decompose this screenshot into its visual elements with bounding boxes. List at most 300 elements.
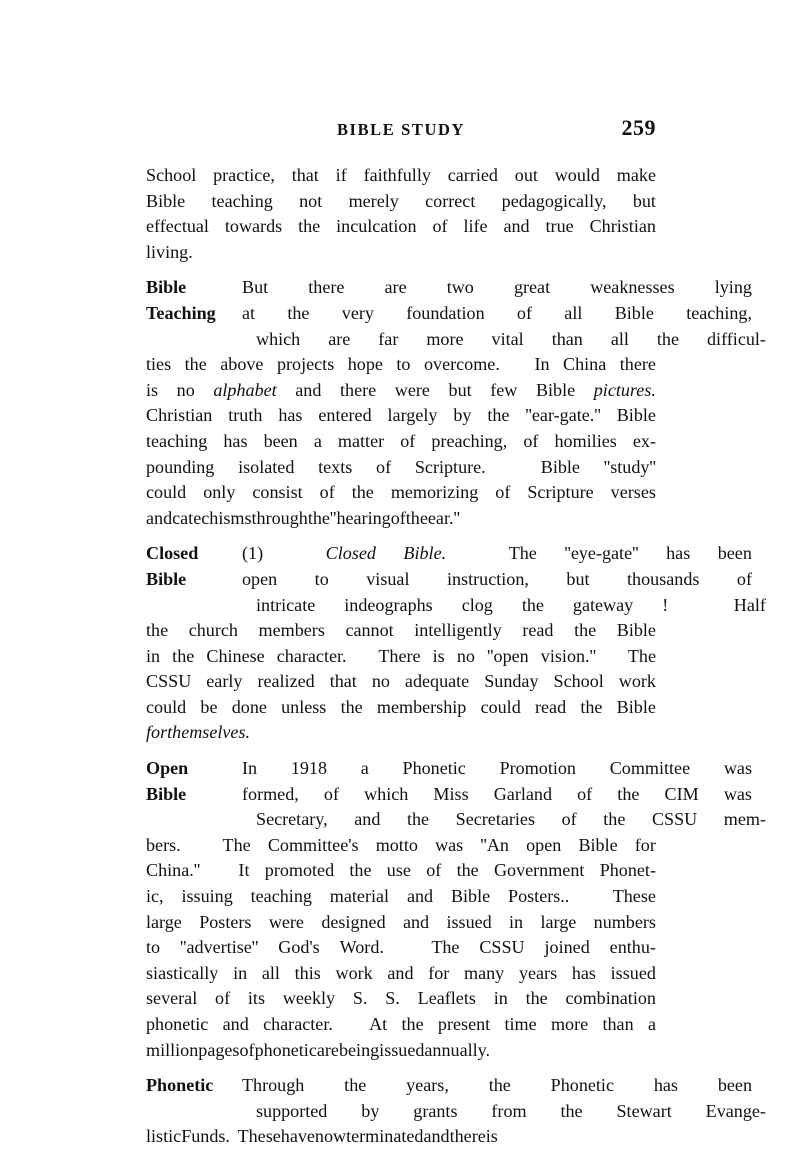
word: all (261, 962, 280, 983)
word: Secretary, (256, 809, 328, 830)
word: cannot (345, 620, 394, 641)
word: that (291, 165, 319, 185)
word: open (526, 834, 562, 855)
word: large (146, 911, 182, 932)
word: thousands (627, 568, 700, 589)
word: largely (387, 405, 438, 426)
sidehead-phonetic (146, 1073, 242, 1099)
word: could (146, 482, 187, 503)
paragraph-bible-teaching (146, 275, 766, 531)
word: no (371, 671, 390, 692)
text-line (146, 935, 656, 961)
word: instruction, (446, 568, 529, 589)
word: CSSU (479, 937, 525, 958)
word: Bible (535, 379, 576, 400)
word: material (329, 886, 390, 907)
word: in (146, 645, 161, 666)
word: listic (146, 1126, 182, 1147)
word: all (610, 328, 629, 349)
word: are (316, 1039, 339, 1060)
word: at (242, 302, 256, 323)
word: Secretaries (455, 809, 536, 830)
word: gateway (572, 594, 634, 615)
word: great (513, 277, 551, 298)
word: hope (347, 354, 383, 375)
word: weaknesses (590, 277, 675, 298)
word: was (723, 783, 752, 804)
word: but (448, 379, 472, 400)
word: of (215, 988, 231, 1009)
word: promoted (264, 860, 335, 881)
word: of (323, 783, 339, 804)
word: Bible (616, 620, 656, 641)
word: overcome. (423, 354, 500, 375)
word: that (329, 671, 357, 692)
word: CIM (664, 783, 699, 804)
word: issued (446, 911, 492, 932)
word: time (504, 1014, 537, 1034)
word: ties (146, 354, 172, 375)
word: ''eye-gate'' (564, 543, 639, 564)
word: the (488, 1075, 511, 1096)
word: S. (352, 988, 368, 1009)
text-line (146, 1099, 766, 1125)
word: Sunday (484, 671, 539, 692)
word: intricate (256, 594, 316, 615)
word: There (378, 645, 421, 666)
word: In (534, 354, 550, 375)
word: to (396, 354, 411, 375)
word: joined (544, 937, 590, 958)
word: lying (714, 277, 752, 298)
word: CSSU (146, 671, 192, 692)
word: by (453, 405, 472, 426)
word: two (446, 277, 474, 298)
word: the (344, 1075, 367, 1096)
word: S. (385, 988, 400, 1009)
word: Christian (589, 216, 656, 237)
word: and (503, 216, 530, 237)
word: and (423, 1126, 450, 1147)
body-text-block (146, 163, 766, 1159)
word: the (184, 354, 207, 375)
word: (1) (242, 543, 264, 564)
word: At (369, 1014, 388, 1034)
word: could (146, 696, 187, 717)
word: for (634, 834, 656, 855)
sentence-space (404, 935, 412, 961)
word: the (351, 482, 374, 503)
word: the (406, 809, 430, 830)
word: ''advertise'' (179, 937, 259, 958)
sidehead-line: Phonetic (146, 1075, 214, 1096)
word: Chinese (206, 645, 265, 666)
word: a (647, 1014, 656, 1034)
text-line (146, 1038, 656, 1064)
word: ''An (480, 834, 509, 855)
word: carried (447, 165, 498, 185)
sidehead-closed-bible (146, 541, 242, 592)
word: intelligently (414, 620, 502, 641)
word: Closed (325, 543, 376, 564)
word: than (551, 328, 583, 349)
text-line (146, 240, 656, 266)
word: Promotion (499, 758, 576, 779)
word: been (717, 1075, 752, 1096)
word: correct (425, 190, 476, 211)
word: work (618, 671, 656, 692)
word: Phonetic (550, 1075, 614, 1096)
word: have (280, 1126, 315, 1147)
word: pedagogically, (501, 190, 607, 211)
word: merely (348, 190, 399, 211)
text-line (146, 214, 656, 240)
word: no (176, 379, 195, 400)
word: was (723, 758, 752, 779)
word: faithfully (363, 165, 431, 185)
word: more (426, 328, 464, 349)
word: of (426, 860, 442, 881)
word: character. (263, 1014, 333, 1034)
page-number: 259 (621, 115, 656, 140)
text-line (146, 644, 656, 670)
word: Scripture. (414, 456, 486, 477)
sentence-space (359, 644, 367, 670)
text-line (146, 455, 656, 481)
word: School (553, 671, 604, 692)
word: The (508, 543, 537, 564)
word: The (222, 834, 251, 855)
word: In (242, 758, 258, 779)
word: China (563, 354, 607, 375)
word: Scripture (527, 482, 594, 503)
paragraph-opening (146, 163, 656, 265)
word: matter (337, 430, 385, 451)
word: verses (610, 482, 656, 503)
word: Miss (433, 783, 469, 804)
word: years (518, 962, 558, 983)
word: of (516, 302, 532, 323)
word: were (394, 379, 430, 400)
word: phonetic (146, 1014, 209, 1034)
word: far (378, 328, 399, 349)
word: siastically (146, 962, 219, 983)
word: the (298, 216, 321, 237)
word: isolated (238, 456, 295, 477)
word: and (402, 911, 430, 932)
word: would (554, 165, 600, 185)
word: this (294, 962, 321, 983)
text-line (146, 327, 766, 353)
word: the (307, 507, 330, 528)
word: pages (198, 1039, 240, 1060)
running-head (146, 115, 656, 144)
word: was (435, 834, 464, 855)
word: Phonet- (599, 860, 656, 881)
word: teaching (146, 430, 208, 451)
word: School (146, 165, 197, 185)
sentence-space (587, 884, 595, 910)
word: Bible (616, 405, 656, 426)
text-line (146, 378, 656, 404)
word: weekly (282, 988, 336, 1009)
word: the (349, 860, 372, 881)
word: are (384, 277, 407, 298)
text-line (146, 189, 656, 215)
text-line (146, 858, 656, 884)
word: ear.'' (427, 507, 461, 528)
word: early (206, 671, 243, 692)
word: pictures. (593, 379, 656, 400)
word: and (387, 962, 414, 983)
paragraph-phonetic (146, 1073, 766, 1150)
word: themselves. (167, 722, 251, 743)
word: Phonetic (402, 758, 466, 779)
word: 1918 (290, 758, 327, 779)
word: ! (662, 594, 669, 615)
word: Bible (450, 886, 491, 907)
word: there (340, 379, 377, 400)
word: But (242, 277, 269, 298)
word: could (480, 696, 521, 717)
word: Bible (616, 696, 656, 717)
word: in (509, 911, 524, 932)
word: the (521, 594, 544, 615)
sentence-space (608, 644, 616, 670)
word: all (564, 302, 583, 323)
running-head-title: BIBLE STUDY (336, 120, 466, 139)
sidehead-open-bible (146, 756, 242, 807)
word: These (237, 1126, 281, 1147)
word: consist (252, 482, 303, 503)
text-line (146, 884, 656, 910)
word: has (223, 430, 248, 451)
word: make (616, 165, 656, 185)
word: open (242, 568, 278, 589)
word: projects (276, 354, 335, 375)
word: not (299, 190, 323, 211)
word: in (233, 962, 248, 983)
word: realized (257, 671, 315, 692)
word: has (571, 962, 596, 983)
word: the (603, 809, 626, 830)
sentence-space (697, 593, 705, 619)
word: texts (318, 456, 353, 477)
word: and (354, 809, 381, 830)
word: entered (318, 405, 372, 426)
word: large (540, 911, 577, 932)
word: teaching (211, 190, 273, 211)
word: Posters.. (508, 886, 570, 907)
word: combination (565, 988, 656, 1009)
word: practice, (213, 165, 275, 185)
word: indeographs (344, 594, 433, 615)
word: Through (242, 1075, 305, 1096)
word: has (666, 543, 691, 564)
word: the (487, 405, 510, 426)
word: inculcation (336, 216, 417, 237)
text-line (146, 480, 656, 506)
word: its (247, 988, 266, 1009)
word: the (405, 507, 428, 528)
sentence-space (216, 858, 224, 884)
word: Evange- (705, 1100, 766, 1121)
text-line (146, 506, 656, 532)
word: vision.'' (540, 645, 597, 666)
word: truth (228, 405, 263, 426)
paragraph-closed-bible (146, 541, 766, 746)
word: the (401, 1014, 424, 1034)
word: catechisms (172, 507, 252, 528)
word: of (523, 430, 539, 451)
word: preaching, (431, 430, 508, 451)
word: pounding (146, 456, 215, 477)
word: of (736, 568, 752, 589)
word: and (295, 379, 322, 400)
word: teaching (250, 886, 312, 907)
sidehead-line: Closed (146, 543, 199, 564)
word: God's (278, 937, 320, 958)
word: of (577, 783, 593, 804)
word: to (146, 937, 161, 958)
word: ex- (632, 430, 656, 451)
word: of (561, 809, 577, 830)
word: has (278, 405, 303, 426)
word: of (390, 507, 406, 528)
word: Word. (339, 937, 384, 958)
word: for (146, 722, 168, 743)
word: read (522, 620, 554, 641)
word: Bible (578, 834, 618, 855)
word: ''ear-gate.'' (525, 405, 601, 426)
text-line (146, 1012, 656, 1038)
word: if (335, 165, 347, 185)
word: memorizing (390, 482, 479, 503)
sentence-space (513, 352, 521, 378)
word: life (463, 216, 488, 237)
word: China.'' (146, 860, 201, 881)
word: Leaflets (417, 988, 476, 1009)
sentence-space (291, 541, 299, 567)
word: use (386, 860, 411, 881)
word: years, (406, 1075, 449, 1096)
word: Government (493, 860, 585, 881)
word: to (314, 568, 329, 589)
word: the (656, 328, 680, 349)
word: The (627, 645, 656, 666)
word: ''open (487, 645, 529, 666)
word: be (200, 696, 218, 717)
word: adequate (404, 671, 470, 692)
word: are (328, 328, 351, 349)
word: issued (610, 962, 656, 983)
word: homilies (554, 430, 617, 451)
word: teaching, (686, 302, 752, 323)
word: CSSU (651, 809, 698, 830)
word: done (231, 696, 267, 717)
word: the (146, 620, 169, 641)
text-line (146, 695, 656, 721)
word: million (146, 1039, 199, 1060)
word: few (490, 379, 518, 400)
word: vital (491, 328, 524, 349)
word: unless (281, 696, 327, 717)
word: now (314, 1126, 347, 1147)
sidehead-line: Bible (146, 783, 187, 804)
word: Garland (493, 783, 552, 804)
word: Bible (540, 456, 580, 477)
word: above (220, 354, 264, 375)
word: enthu- (609, 937, 656, 958)
word: Half (733, 594, 766, 615)
word: being (338, 1039, 380, 1060)
word: grants (413, 1100, 458, 1121)
sentence-space (198, 833, 206, 859)
word: is (485, 1126, 498, 1147)
word: effectual (146, 216, 209, 237)
sentence-space (509, 455, 517, 481)
word: terminated (346, 1126, 424, 1147)
word: Bible (614, 302, 654, 323)
word: work (335, 962, 373, 983)
text-line (146, 986, 656, 1012)
word: no (456, 645, 475, 666)
word: Christian (146, 405, 213, 426)
word: were (268, 911, 304, 932)
word: formed, (242, 783, 299, 804)
word: of (432, 216, 448, 237)
text-line (146, 403, 656, 429)
word: only (203, 482, 236, 503)
word: visual (366, 568, 410, 589)
word: clog (461, 594, 493, 615)
word: membership (376, 696, 467, 717)
sidehead-line: Open (146, 758, 189, 779)
word: character. (276, 645, 347, 666)
sidehead-line: Bible (146, 277, 187, 298)
word: a (360, 758, 369, 779)
word: These (612, 886, 656, 907)
word: been (717, 543, 752, 564)
sidehead-bible-teaching (146, 275, 242, 326)
text-line (146, 669, 656, 695)
word: Funds. (181, 1126, 230, 1147)
word: Bible. (403, 543, 447, 564)
word: the (525, 988, 548, 1009)
word: the (580, 696, 603, 717)
word: difficul- (707, 328, 766, 349)
word: issuing (181, 886, 233, 907)
word: from (491, 1100, 527, 1121)
word: and (146, 507, 173, 528)
word: there (308, 277, 345, 298)
word: of (319, 482, 335, 503)
word: out (514, 165, 538, 185)
word: Committee's (267, 834, 359, 855)
word: in (493, 988, 508, 1009)
sidehead-line: Teaching (146, 302, 216, 323)
word: of (495, 482, 511, 503)
word: Stewart (616, 1100, 672, 1121)
text-line (146, 1124, 656, 1150)
word: numbers (593, 911, 656, 932)
word: bers. (146, 834, 181, 855)
word: supported (256, 1100, 328, 1121)
word: The (431, 937, 460, 958)
word: more (550, 1014, 589, 1034)
word: and (406, 886, 434, 907)
word: but (566, 568, 590, 589)
